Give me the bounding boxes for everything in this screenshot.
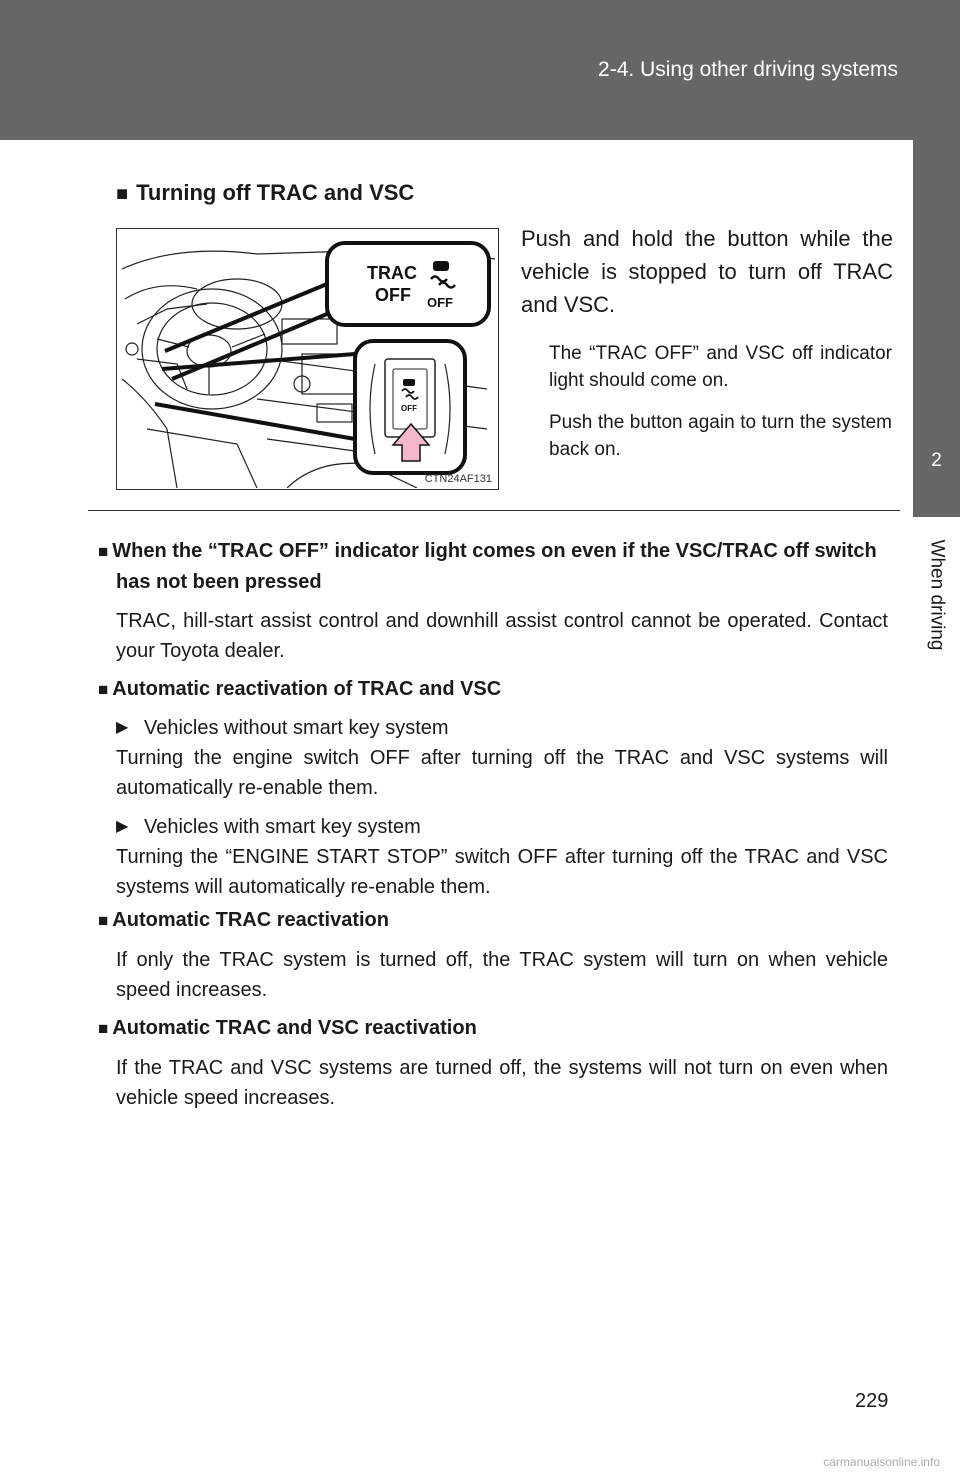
note-block-indicator bbox=[98, 536, 888, 666]
note-block-auto-reactivation bbox=[98, 674, 888, 902]
note-title bbox=[98, 674, 888, 705]
arrow-right-icon: ▶ bbox=[116, 818, 129, 835]
vsc-off-button-label: OFF bbox=[401, 404, 417, 413]
bullet-square-icon: ■ bbox=[98, 542, 109, 561]
page-number: 229 bbox=[855, 1390, 889, 1412]
note-title bbox=[98, 905, 888, 936]
section-intro: Push and hold the button while the vehicle is stopped to turn off TRAC and VSC. bbox=[521, 226, 893, 317]
divider-rule bbox=[88, 510, 900, 511]
watermark: carmanualsonline.info bbox=[823, 1455, 940, 1469]
arrow-right-icon: ▶ bbox=[116, 719, 129, 736]
note-block-trac-reactivation bbox=[98, 905, 888, 1005]
note-block-trac-vsc-reactivation bbox=[98, 1013, 888, 1113]
trac-indicator-line2: OFF bbox=[375, 285, 411, 305]
dashboard-illustration bbox=[116, 228, 499, 490]
bullet-square-icon: ■ bbox=[98, 911, 109, 930]
sub-item-smart-key bbox=[98, 812, 888, 902]
sub-heading: Vehicles without smart key system bbox=[144, 717, 449, 739]
note-body: If only the TRAC system is turned off, the TRAC system will turn on when vehicle speed increases. bbox=[116, 949, 888, 1001]
note-title-text: Automatic TRAC reactivation bbox=[112, 909, 389, 931]
bullet-square-icon: ■ bbox=[116, 183, 129, 205]
note-title-text: When the “TRAC OFF” indicator light comes on even if the VSC/TRAC off switch has not been pressed bbox=[112, 540, 877, 593]
chapter-side-label bbox=[913, 520, 960, 670]
sub-body: Turning the “ENGINE START STOP” switch OFF after turning off the TRAC and VSC systems will automatically re-enable them. bbox=[116, 846, 888, 898]
trac-indicator-line1: TRAC bbox=[367, 263, 417, 283]
note-title-text: Automatic TRAC and VSC reactivation bbox=[112, 1017, 477, 1039]
chapter-tab-strip bbox=[913, 140, 960, 405]
chapter-tab-number: 2 bbox=[913, 405, 960, 517]
bullet-square-icon: ■ bbox=[98, 680, 109, 699]
note-title bbox=[98, 536, 888, 597]
section-header-title: 2-4. Using other driving systems bbox=[598, 58, 898, 81]
sub-item-no-smart-key bbox=[98, 713, 888, 803]
note-title-text: Automatic reactivation of TRAC and VSC bbox=[112, 678, 502, 700]
button-again-note: Push the button again to turn the system back on. bbox=[549, 412, 892, 460]
header-band bbox=[0, 0, 960, 140]
sub-body: Turning the engine switch OFF after turning off the TRAC and VSC systems will automatically re-enable them. bbox=[116, 747, 888, 799]
vsc-off-indicator-label: OFF bbox=[427, 295, 453, 310]
indicator-note: The “TRAC OFF” and VSC off indicator light should come on. bbox=[549, 343, 892, 391]
figure-caption: CTN24AF131 bbox=[424, 473, 492, 485]
chapter-label-text: When driving bbox=[926, 539, 948, 651]
bullet-square-icon: ■ bbox=[98, 1019, 109, 1038]
sub-heading: Vehicles with smart key system bbox=[144, 816, 421, 838]
note-body: If the TRAC and VSC systems are turned off, the systems will not turn on even when vehicle speed increases. bbox=[116, 1057, 888, 1109]
note-title bbox=[98, 1013, 888, 1044]
note-body: TRAC, hill-start assist control and downhill assist control cannot be operated. Contact your Toyota dealer. bbox=[116, 610, 888, 662]
section-title bbox=[116, 180, 414, 206]
dashboard-drawing bbox=[117, 229, 497, 488]
section-title-text: Turning off TRAC and VSC bbox=[136, 180, 415, 205]
